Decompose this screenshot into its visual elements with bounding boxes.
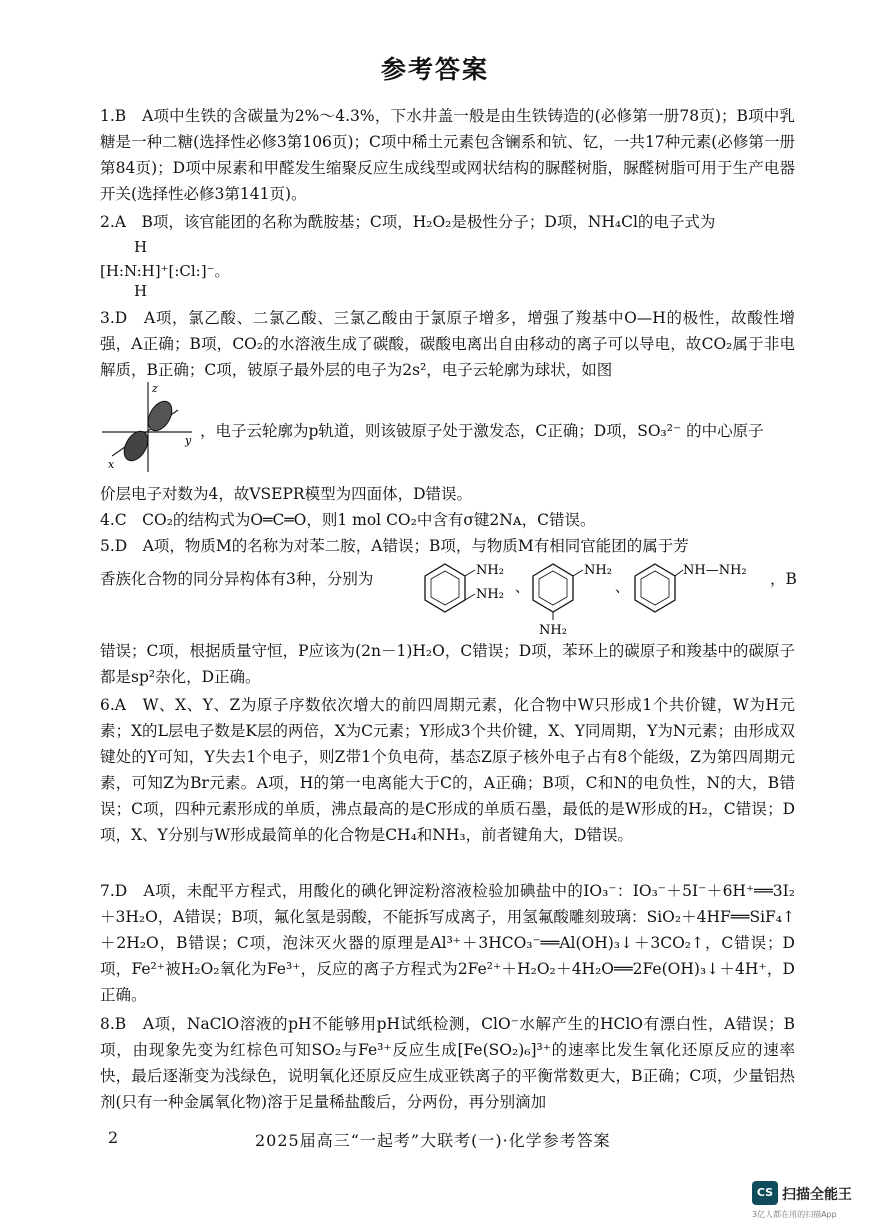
lewis-h-bottom: H (134, 282, 148, 300)
answer-1: 1.B A项中生铁的含碳量为2%～4.3%，下水井盖一般是由生铁铸造的(必修第一册78页)；B项中乳糖是一种二糖(选择性必修3第106页)；C项中稀土元素包含镧系和钪、钇，一共17种元素(必修第一册第84页)；D项中尿素和甲醛发生缩聚反应生成线型或网状结构的脲醛树脂，脲醛树脂可用于生产电器开关(选择性必修3第141页)。 (100, 107, 795, 203)
answer-3-part3: 价层电子对数为4，故VSEPR模型为四面体，D错误。 (100, 485, 473, 503)
x-axis-label: x (108, 458, 115, 471)
answer-3-part2: ，电子云轮廓为p轨道，则该铍原子处于激发态，C正确；D项，SO₃²⁻ 的中心原子 (200, 422, 764, 440)
hydrazine-group: NH—NH₂ (683, 563, 747, 578)
scanner-watermark (752, 1181, 864, 1225)
page-title: 参考答案 (380, 55, 489, 84)
isomer-structures (415, 556, 785, 636)
answer-5-part3: 错误；C项，根据质量守恒，P应该为(2n－1)H₂O，C错误；D项，苯环上的碳原子和羧基中的碳原子都是sp²杂化，D正确。 (100, 642, 795, 686)
isomer-meta (533, 563, 612, 636)
footer-title: 2025届高三“一起考”大联考(一)·化学参考答案 (255, 1131, 611, 1150)
p-orbital-diagram (100, 380, 200, 475)
answer-2: 2.A B项，该官能团的名称为酰胺基；C项，H₂O₂是极性分子；D项，NH₄Cl的电子式为 (100, 213, 716, 231)
watermark-subtitle: 3亿人都在用的扫描App (752, 1210, 837, 1219)
camscanner-logo-icon: CS (752, 1181, 778, 1205)
lewis-formula-line: [H:N:H]⁺[:Cl:]⁻。 (100, 262, 230, 280)
answer-4: 4.C CO₂的结构式为O═C═O，则1 mol CO₂中含有σ键2Nᴀ，C错误。 (100, 511, 596, 529)
answer-5-part2-end: ，B (770, 570, 797, 588)
ortho-nh2-top: NH₂ (476, 563, 504, 578)
answer-5-part2: 香族化合物的同分异构体有3种，分别为 (100, 570, 374, 588)
answer-3-part1: 3.D A项，氯乙酸、二氯乙酸、三氯乙酸由于氯原子增多，增强了羧基中O—H的极性，故酸性增强，A正确；B项，CO₂的水溶液生成了碳酸，碳酸电离出自由移动的离子可以导电，故CO₂属于非电解质，B正确；C项，铍原子最外层的电子为2s²，电子云轮廓为球状，如图 (100, 309, 795, 379)
svg-text:、: 、 (615, 580, 629, 596)
svg-text:、: 、 (515, 580, 529, 596)
meta-nh2-top: NH₂ (584, 563, 612, 578)
isomer-hydrazine (635, 563, 747, 612)
meta-nh2-bottom: NH₂ (539, 623, 567, 636)
isomer-ortho (425, 563, 504, 612)
nh4cl-electron-formula (100, 238, 300, 302)
lewis-h-top: H (134, 238, 148, 256)
answer-5-part1: 5.D A项，物质M的名称为对苯二胺，A错误；B项，与物质M有相同官能团的属于芳 (100, 537, 689, 555)
answer-6: 6.A W、X、Y、Z为原子序数依次增大的前四周期元素，化合物中W只形成1个共价键，W为H元素；X的L层电子数是K层的两倍，X为C元素；Y形成3个共价键，X、Y同周期，Y为N元素；由形成双键处的Y可知，Y失去1个电子，则Z带1个负电荷，基态Z原子核外电子占有8个能级，Z为第四周期元素，可知Z为Br元素。A项，H的第一电离能大于C的，A正确；B项，C和N的电负性，N的大，B错误；C项，四种元素形成的单质，沸点最高的是C形成的单质石墨，最低的是W形成的H₂，C错误；D项，X、Y分别与W形成最简单的化合物是CH₄和NH₃，前者键角大，D错误。 (100, 696, 795, 844)
page-number: 2 (108, 1128, 119, 1147)
ortho-nh2-bottom: NH₂ (476, 587, 504, 602)
y-axis-label: y (185, 434, 192, 447)
answer-7: 7.D A项，未配平方程式，用酸化的碘化钾淀粉溶液检验加碘盐中的IO₃⁻：IO₃⁻＋5I⁻＋6H⁺══3I₂＋3H₂O，A错误；B项，氟化氢是弱酸，不能拆写成离子，用氢氟酸雕刻玻璃：SiO₂＋4HF══SiF₄↑＋2H₂O，B错误；C项，泡沫灭火器的原理是Al³⁺＋3HCO₃⁻══Al(OH)₃↓＋3CO₂↑，C错误；D项，Fe²⁺被H₂O₂氧化为Fe³⁺，反应的离子方程式为2Fe²⁺＋H₂O₂＋4H₂O══2Fe(OH)₃↓＋4H⁺，D正确。 (100, 882, 795, 1004)
watermark-name: 扫描全能王 (782, 1187, 852, 1203)
z-axis-label: z (152, 382, 158, 395)
answer-8: 8.B A项，NaClO溶液的pH不能够用pH试纸检测，ClO⁻水解产生的HClO有漂白性，A错误；B项，由现象先变为红棕色可知SO₂与Fe³⁺反应生成[Fe(SO₂)₆]³⁺的速率比发生氧化还原反应的速率快，最后逐渐变为浅绿色，说明氧化还原反应生成亚铁离子的平衡常数更大，B正确；C项，少量铝热剂(只有一种金属氧化物)溶于足量稀盐酸后，分两份，再分别滴加 (100, 1015, 795, 1111)
